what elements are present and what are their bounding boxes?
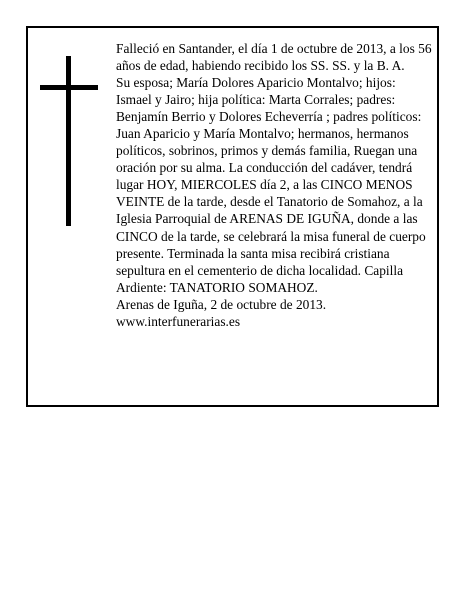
cross-icon: [40, 56, 100, 226]
website-text: www.interfunerarias.es: [116, 313, 241, 329]
family-and-funeral-details: Su esposa; María Dolores Aparicio Montalvo; hijos: Ismael y Jairo; hija política: Marta Corrales; padres: Benjamín Berrio y Dolores Echeverría ; padres políticos: Juan Aparicio y María Montalvo; hermanos, hermanos políticos, sobrinos, primos y demás familia, Ruegan una oración por su alma. La conducción del cadáver, tendrá lugar HOY, MIERCOLES día 2, a las CINCO MENOS VEINTE de la tarde, desde el Tanatorio de Somahoz, a la Iglesia Parroquial de ARENAS DE IGUÑA, donde a las CINCO de la tarde, se celebrará la misa funeral de cuerpo presente. Terminada la santa misa recibirá cristiana sepultura en el cementerio de dicha localidad. Capilla Ardiente: TANATORIO SOMAHOZ.: [116, 75, 426, 295]
cross-vertical-bar: [66, 56, 71, 226]
place-and-date: Arenas de Iguña, 2 de octubre de 2013.: [116, 296, 327, 312]
obituary-notice: [26, 26, 439, 407]
cross-horizontal-bar: [40, 85, 98, 90]
notice-body: [116, 40, 434, 330]
death-announcement: Falleció en Santander, el día 1 de octubre de 2013, a los 56 años de edad, habiendo recibido los SS. SS. y la B. A.: [116, 41, 432, 74]
